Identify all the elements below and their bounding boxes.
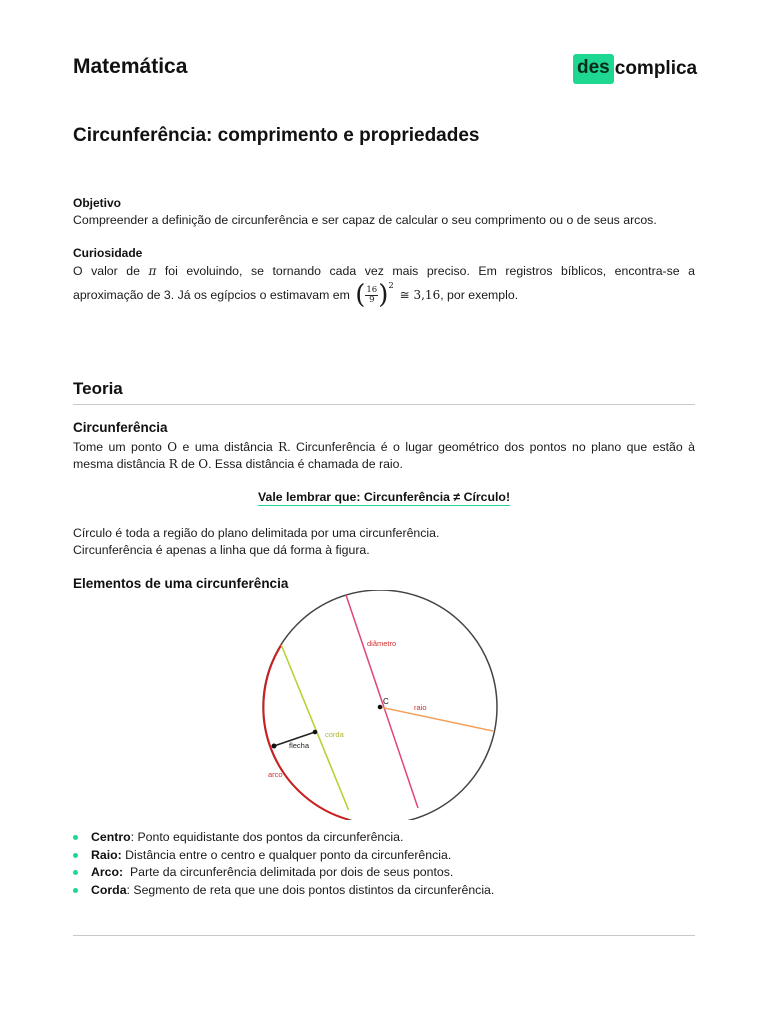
flecha-label: flecha [289,741,310,750]
footer-divider [73,935,695,936]
definition-text: e uma distância [177,440,279,454]
bullet-dot [73,835,78,840]
term: Centro [91,830,131,844]
vale-lembrar-note [0,490,768,504]
diameter-line [346,595,418,808]
definition-text: . Circunferência é o lugar geométrico dos pontos no plano que estão à mesma distância [73,440,695,471]
definition: Segmento de reta que une dois pontos distintos da circunferência. [129,882,495,897]
objetivo-label: Objetivo [73,196,122,210]
fraction-exponent: 2 [388,280,394,291]
circulo-line: Círculo é toda a região do plano delimitada por uma circunferência. [73,526,440,540]
fraction-16-9: ( $\frac{16}{9}$ ) 2 [355,282,394,308]
logo-part-des: des [573,54,614,84]
curiosidade-line-1 [73,263,695,280]
list-item [73,829,695,847]
section-divider [73,404,695,405]
distance-R: R [168,457,178,471]
bullet-dot [73,870,78,875]
term: Corda [91,882,127,897]
radius-line [380,707,493,731]
term: Raio: [91,847,122,862]
sagitta-endpoint [272,744,277,749]
point-O: O [167,440,178,454]
curiosidade-text: , por exemplo. [440,287,519,302]
descomplica-logo [573,52,697,86]
logo-part-complica: complica [614,58,698,79]
arco-label: arco [268,770,283,779]
fraction-numerator: 16 [366,284,378,295]
subject-title: Matemática [73,55,188,78]
definition: Distância entre o centro e qualquer ponto da circunferência. [121,847,452,862]
vale-lembrar-text: Vale lembrar que: Circunferência ≠ Círculo! [257,490,511,504]
diametro-label: diâmetro [367,639,397,648]
circunferencia-line: Circunferência é apenas a linha que dá forma à figura. [73,543,370,557]
sagitta-chord-point [313,730,318,735]
list-item [73,847,695,865]
definition-text: de [177,457,199,471]
curiosidade-text: foi evoluindo, se tornando cada vez mais preciso. Em registros bíblicos, encontra-se a [156,264,695,278]
definition-text: Tome um ponto [73,440,168,454]
bullet-dot [73,888,78,893]
subsection-circunferencia: Circunferência [73,420,168,435]
elements-list [73,829,695,899]
pi-symbol: π [148,264,157,278]
section-title-teoria: Teoria [73,379,123,398]
subsection-elementos: Elementos de uma circunferência [73,576,289,591]
term-sep: : [130,830,135,844]
corda-label: corda [325,730,344,739]
center-point [378,705,383,710]
chord-line [281,645,348,810]
centro-label: C [383,697,389,706]
term-sep: : [126,882,130,897]
point-O: O [198,457,209,471]
document-title: Circunferência: comprimento e propriedades [73,125,480,146]
approx-value: ≅ 3,16 [395,287,441,302]
fraction-denominator: 9 [369,294,375,305]
curiosidade-line-2 [73,282,695,308]
curiosidade-label: Curiosidade [73,246,143,260]
bullet-dot [73,853,78,858]
term: Arco: [91,865,124,879]
definition: Ponto equidistante dos pontos da circunferência. [134,830,404,844]
circle-elements-diagram [255,590,505,820]
list-item [73,864,695,882]
objetivo-text: Compreender a definição de circunferência e ser capaz de calcular o seu comprimento ou o de seus arcos. [73,213,657,227]
raio-label: raio [414,703,427,712]
circunferencia-definition [73,439,695,473]
distance-R: R [278,440,288,454]
curiosidade-text: O valor de [73,264,149,278]
definition: Parte da circunferência delimitada por dois de seus pontos. [123,865,454,879]
curiosidade-text: aproximação de 3. Já os egípcios o estimavam em [73,287,354,302]
circulo-explanation [73,525,439,559]
list-item [73,882,695,900]
definition-text: . Essa distância é chamada de raio. [208,457,403,471]
